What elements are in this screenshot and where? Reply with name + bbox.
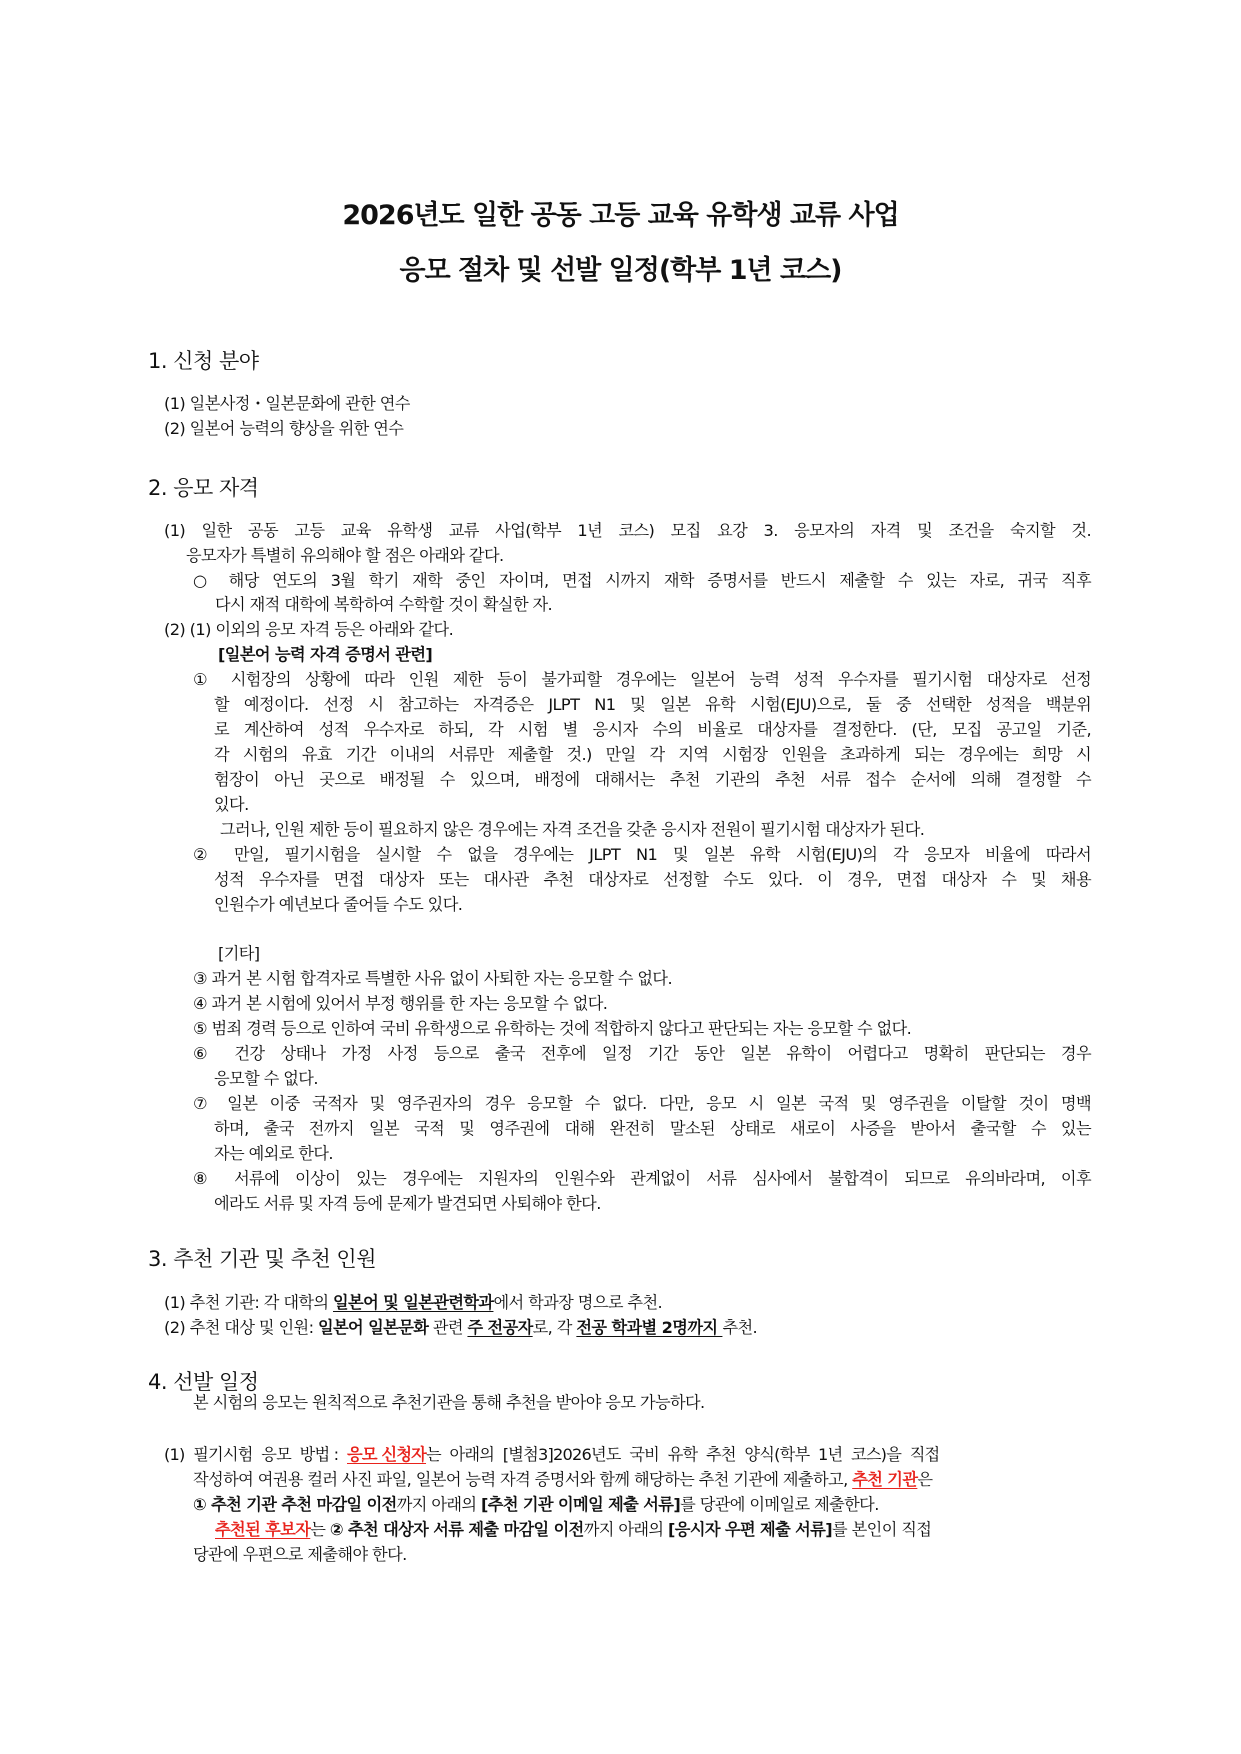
sec4-item-1-line-2 [193,1469,932,1491]
sec3-item-1-text-a: (1) 추천 기관: 각 대학의 [164,1293,334,1312]
sec2-p1-line-4: 다시 재적 대학에 복학하여 수학할 것이 확실한 자. [215,595,553,614]
sec2-i7-line-1: ⑦ 일본 이중 국적자 및 영주권자의 경우 응모할 수 없다. 다만, 응모 시 일본 국적 및 영주권을 이탈할 것이 명백 [193,1094,1091,1113]
sec2-i1-line-5: 험장이 아닌 곳으로 배정될 수 있으며, 배정에 대해서는 추천 기관의 추천 서류 접수 순서에 의해 결정할 수 [214,770,1091,789]
sec4-item-1-line-3 [193,1494,879,1516]
sec2-i1-line-6: 있다. [214,795,249,814]
sec3-item-2-emphasis-3: 전공 학과별 2명까지 [576,1318,723,1337]
sec4-l1-text-c: 는 아래의 [별첨3]2026년도 국비 유학 추천 양식(학부 1년 코스)을 직접 [426,1445,940,1464]
sec2-i7-line-2: 하며, 출국 전까지 일본 국적 및 영주권에 대해 완전히 말소된 상태로 새로이 사증을 받아서 출국할 수 있는 [214,1119,1091,1138]
sec2-i1-line-7: 그러나, 인원 제한 등이 필요하지 않은 경우에는 자격 조건을 갖춘 응시자 전원이 필기시험 대상자가 된다. [220,820,925,839]
sec2-p1-line-3: ○ 해당 연도의 3월 학기 재학 중인 자이며, 면접 시까지 재학 증명서를 반드시 제출할 수 있는 자로, 귀국 직후 [193,571,1091,590]
sec3-item-1-emphasis: 일본어 및 일본관련학과 [333,1293,494,1312]
sec4-deadline-2: ② 추천 대상자 서류 제출 마감일 이전 [329,1520,584,1539]
title-line-1: 2026년도 일한 공동 고등 교육 유학생 교류 사업 [342,200,899,231]
section-1-heading: 1. 신청 분야 [148,349,259,373]
section-2-heading: 2. 응모 자격 [148,476,259,500]
sec3-item-2-emphasis-1: 일본어 일본문화 [317,1318,429,1337]
sec4-l4-text-b: 는 [310,1520,330,1539]
sec3-item-2-emphasis-2: 주 전공자 [467,1318,533,1337]
sec4-l4-text-f: 를 본인이 직접 [832,1520,932,1539]
title-line-2: 응모 절차 및 선발 일정(학부 1년 코스) [399,255,842,286]
sec4-mail-docs: [응시자 우편 제출 서류] [667,1520,833,1539]
sec4-institution-label: 추천 기관 [852,1470,918,1489]
sec3-item-2-text-e: 로, 각 [532,1318,577,1337]
sec2-i2-line-2: 성적 우수자를 면접 대상자 또는 대사관 추천 대상자로 선정할 수도 있다. 이 경우, 면접 대상자 수 및 채용 [214,870,1091,889]
sec3-item-2-text-a: (2) 추천 대상 및 인원: [164,1318,318,1337]
sec1-item-2: (2) 일본어 능력의 향상을 위한 연수 [164,419,404,438]
sec2-i1-line-4: 각 시험의 유효 기간 이내의 서류만 제출할 것.) 만일 각 지역 시험장 인원을 초과하게 되는 경우에는 희망 시 [214,745,1091,764]
sec2-subheading-other: [기타] [218,944,260,963]
sec2-i6-line-1: ⑥ 건강 상태나 가정 사정 등으로 출국 전후에 일정 기간 동안 일본 유학이 어렵다고 명확히 판단되는 경우 [193,1044,1091,1063]
sec3-item-2 [164,1317,757,1339]
sec3-item-1-text-c: 에서 학과장 명으로 추천. [493,1293,663,1312]
sec2-i2-line-1: ② 만일, 필기시험을 실시할 수 없을 경우에는 JLPT N1 및 일본 유학 시험(EJU)의 각 응모자 비율에 따라서 [193,845,1091,864]
sec4-l2-text-a: 작성하여 여권용 컬러 사진 파일, 일본어 능력 자격 증명서와 함께 해당하는 추천 기관에 제출하고, [193,1470,853,1489]
sec3-item-2-text-g: 추천. [722,1318,758,1337]
sec1-item-1: (1) 일본사정・일본문화에 관한 연수 [164,394,410,413]
sec2-i3: ③ 과거 본 시험 합격자로 특별한 사유 없이 사퇴한 자는 응모할 수 없다. [193,969,673,988]
section-3-heading: 3. 추천 기관 및 추천 인원 [148,1247,376,1271]
sec2-p1-line-1: (1) 일한 공동 고등 교육 유학생 교류 사업(학부 1년 코스) 모집 요강 3. 응모자의 자격 및 조건을 숙지할 것. [164,521,1091,540]
sec2-i1-line-1: ① 시험장의 상황에 따라 인원 제한 등이 불가피할 경우에는 일본어 능력 성적 우수자를 필기시험 대상자로 선정 [193,670,1091,689]
sec4-l4-text-d: 까지 아래의 [583,1520,668,1539]
sec4-intro: 본 시험의 응모는 원칙적으로 추천기관을 통해 추천을 받아야 응모 가능하다. [193,1393,705,1412]
sec4-l3-text-d: 를 당관에 이메일로 제출한다. [680,1495,879,1514]
sec2-i5: ⑤ 범죄 경력 등으로 인하여 국비 유학생으로 유학하는 것에 적합하지 않다고 판단되는 자는 응모할 수 없다. [193,1019,912,1038]
sec3-item-2-text-c: 관련 [428,1318,468,1337]
sec4-l1-text-a: (1) 필기시험 응모 방법 : [164,1445,347,1464]
sec4-l3-text-b: 까지 아래의 [396,1495,481,1514]
section-4-heading: 4. 선발 일정 [148,1370,259,1394]
sec2-i1-line-3: 로 계산하여 성적 우수자로 하되, 각 시험 별 응시자 수의 비율로 대상자를 결정한다. (단, 모집 공고일 기준, [214,720,1091,739]
sec3-item-1 [164,1292,662,1314]
sec2-i7-line-3: 자는 예외로 한다. [214,1144,333,1163]
sec4-item-1-line-1 [164,1444,939,1466]
sec4-candidate-label: 추천된 후보자 [215,1520,311,1539]
sec4-email-docs: [추천 기관 이메일 제출 서류] [480,1495,681,1514]
sec2-p2: (2) (1) 이외의 응모 자격 등은 아래와 같다. [164,620,454,639]
sec2-i8-line-2: 에라도 서류 및 자격 등에 문제가 발견되면 사퇴해야 한다. [214,1194,601,1213]
sec4-item-1-line-4 [215,1519,931,1541]
sec2-p1-line-2: 응모자가 특별히 유의해야 할 점은 아래와 같다. [186,546,504,565]
sec2-i2-line-3: 인원수가 예년보다 줄어들 수도 있다. [214,895,463,914]
sec2-i6-line-2: 응모할 수 없다. [214,1069,318,1088]
sec4-deadline-1: ① 추천 기관 추천 마감일 이전 [193,1495,397,1514]
sec2-i1-line-2: 할 예정이다. 선정 시 참고하는 자격증은 JLPT N1 및 일본 유학 시험(EJU)으로, 둘 중 선택한 성적을 백분위 [214,695,1091,714]
sec2-i8-line-1: ⑧ 서류에 이상이 있는 경우에는 지원자의 인원수와 관계없이 서류 심사에서 불합격이 되므로 유의바라며, 이후 [193,1169,1091,1188]
sec4-applicant-label: 응모 신청자 [347,1445,427,1464]
sec4-l2-text-c: 은 [917,1470,933,1489]
sec2-i4: ④ 과거 본 시험에 있어서 부정 행위를 한 자는 응모할 수 없다. [193,994,608,1013]
sec2-subheading-jlpt: [일본어 능력 자격 증명서 관련] [218,645,433,664]
sec4-item-1-line-5: 당관에 우편으로 제출해야 한다. [193,1545,407,1564]
